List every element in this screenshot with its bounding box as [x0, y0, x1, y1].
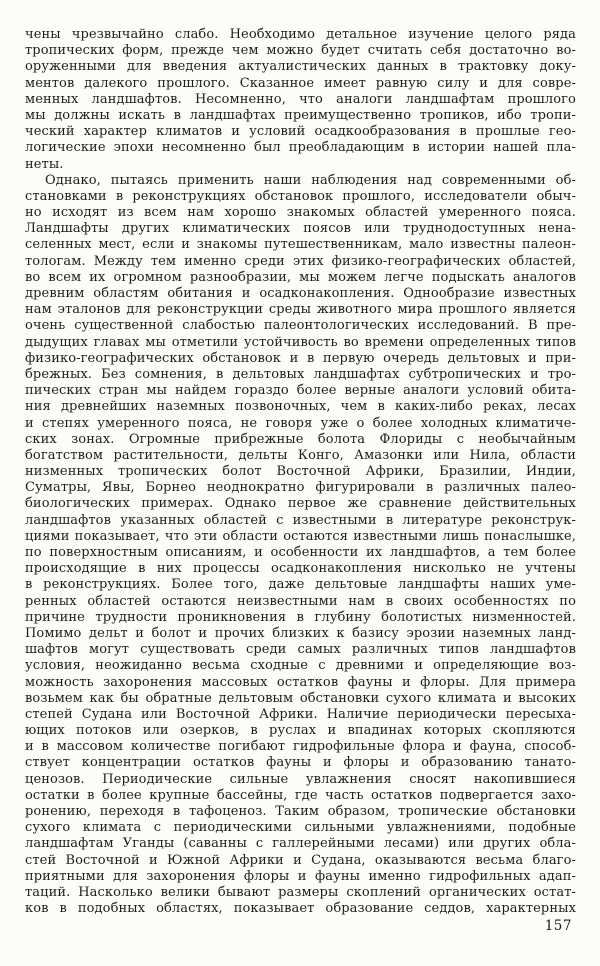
- text-line: степей Судана или Восточной Африки. Наличие периодически пересыха-: [25, 706, 576, 722]
- text-line: ния древнейших наземных позвоночных, чем в каких-либо реках, лесах: [25, 399, 576, 415]
- text-line: пических стран мы найдем гораздо более верные аналоги условий обита-: [25, 383, 576, 399]
- text-line: ческий характер климатов и условий осадкообразования в прошлые гео-: [25, 124, 576, 140]
- text-line: физико-географических обстановок и в первую очередь дельтовых и при-: [25, 350, 576, 366]
- text-line: ков в подобных областях, показывает образование седдов, характерных: [25, 901, 576, 917]
- text-line: во всем их огромном разнообразии, мы можем легче подыскать аналогов: [25, 269, 576, 285]
- text-line: условия, неожиданно весьма сходные с древними и определяющие воз-: [25, 658, 576, 674]
- text-line: Однако, пытаясь применить наши наблюдения над современными об-: [45, 172, 576, 188]
- text-line: ренных областей остаются неизвестными нам в своих особенностях по: [25, 593, 576, 609]
- text-line: таций. Насколько велики бывают размеры скоплений органических остат-: [25, 884, 576, 900]
- text-line: ландшафтам Уганды (саванны с галлерейными лесами) или других обла-: [25, 836, 576, 852]
- text-line: оруженными для введения актуалистических данных в трактовку доку-: [25, 59, 576, 75]
- text-line: низменных тропических болот Восточной Африки, Бразилии, Индии,: [25, 464, 576, 480]
- text-line: ских зонах. Огромные прибрежные болота Флориды с необычайным: [25, 431, 576, 447]
- text-line: остатки в более крупные бассейны, где часть остатков подвергается захо-: [25, 787, 576, 803]
- body-text: [25, 27, 576, 917]
- text-line: в реконструкциях. Более того, даже дельтовые ландшафты наших уме-: [25, 577, 576, 593]
- text-line: сухого климата с периодическими сильными увлажнениями, подобные: [25, 820, 576, 836]
- text-line: богатством растительности, дельты Конго, Амазонки или Нила, области: [25, 447, 576, 463]
- text-line: происходящие в них процессы осадконакопления нисколько не учтены: [25, 561, 576, 577]
- text-line: нам эталонов для реконструкции среды животного мира прошлого является: [25, 302, 576, 318]
- text-line: тологам. Между тем именно среди этих физико-географических областей,: [25, 253, 576, 269]
- text-line: тропических форм, прежде чем можно будет считать себя достаточно во-: [25, 43, 576, 59]
- paragraph: [25, 173, 576, 918]
- page-number: 157: [544, 918, 572, 934]
- text-line: ценозов. Периодические сильные увлажнения сносят накопившиеся: [25, 771, 576, 787]
- text-line: Суматры, Явы, Борнео неоднократно фигурировали в различных палео-: [25, 480, 576, 496]
- text-line: и степях умеренного пояса, не говоря уже о более холодных климатиче-: [25, 415, 576, 431]
- text-line: дыдущих главах мы отметили устойчивость во времени определенных типов: [25, 334, 576, 350]
- text-line: древним областям обитания и осадконакопления. Однообразие известных: [25, 286, 576, 301]
- text-line: можность захоронения массовых остатков фауны и флоры. Для примера: [25, 674, 576, 690]
- text-line: ментов далекого прошлого. Сказанное имеет равную силу и для совре-: [25, 75, 576, 91]
- text-line: мы должны искать в ландшафтах преимущественно тропиков, ибо тропи-: [25, 107, 576, 123]
- paragraph: [25, 27, 576, 173]
- text-line: и в массовом количестве погибают гидрофильные флора и фауна, способ-: [25, 739, 576, 755]
- text-line: циями показывает, что эти области остаются известными лишь понаслышке,: [25, 528, 576, 544]
- text-line: ствует концентрации остатков фауны и флоры и образованию танато-: [25, 755, 576, 771]
- text-line: ющих потоков или озерков, в руслах и впадинах которых скопляются: [25, 723, 576, 739]
- text-line: но исходят из всем нам хорошо знакомых областей умеренного пояса.: [25, 205, 576, 221]
- text-line: возьмем как бы обратные дельтовым обстановки сухого климата и высоких: [25, 690, 576, 706]
- text-line: чены чрезвычайно слабо. Необходимо детальное изучение целого ряда: [25, 27, 576, 42]
- text-line: стей Восточной и Южной Африки и Судана, оказываются весьма благо-: [25, 852, 576, 868]
- text-line: брежных. Без сомнения, в дельтовых ландшафтах субтропических и тро-: [25, 366, 576, 382]
- text-line: ландшафтов указанных областей с известными в литературе реконструк-: [25, 512, 576, 528]
- text-line: приятными для захоронения флоры и фауны именно гидрофильных адап-: [25, 868, 576, 884]
- text-line: биологических примерах. Однако первое же сравнение действительных: [25, 496, 576, 512]
- text-line: логические эпохи несомненно был преобладающим в истории нашей пла-: [25, 140, 576, 156]
- text-line: ронению, переходя в тафоценоз. Таким образом, тропические обстановки: [25, 804, 576, 819]
- text-line: становками в реконструкциях обстановок прошлого, исследователи обыч-: [25, 188, 576, 204]
- text-line: шафтов могут существовать среди самых различных типов ландшафтов: [25, 642, 576, 658]
- text-line: Ландшафты других климатических поясов или труднодоступных нена-: [25, 221, 576, 237]
- text-line: по поверхностным описаниям, и особенности их ландшафтов, а тем более: [25, 545, 576, 560]
- text-line: неты.: [25, 156, 64, 172]
- text-line: Помимо дельт и болот и прочих близких к базису эрозии наземных ланд-: [25, 625, 576, 641]
- text-line: менных ландшафтов. Несомненно, что аналоги ландшафтам прошлого: [25, 91, 576, 107]
- text-line: очень существенной слабостью палеонтологических исследований. В пре-: [25, 318, 576, 334]
- text-line: селенных мест, если и знакомы путешественникам, мало известны палеон-: [25, 237, 576, 253]
- text-line: причине трудности проникновения в глубину болотистых низменностей.: [25, 609, 576, 625]
